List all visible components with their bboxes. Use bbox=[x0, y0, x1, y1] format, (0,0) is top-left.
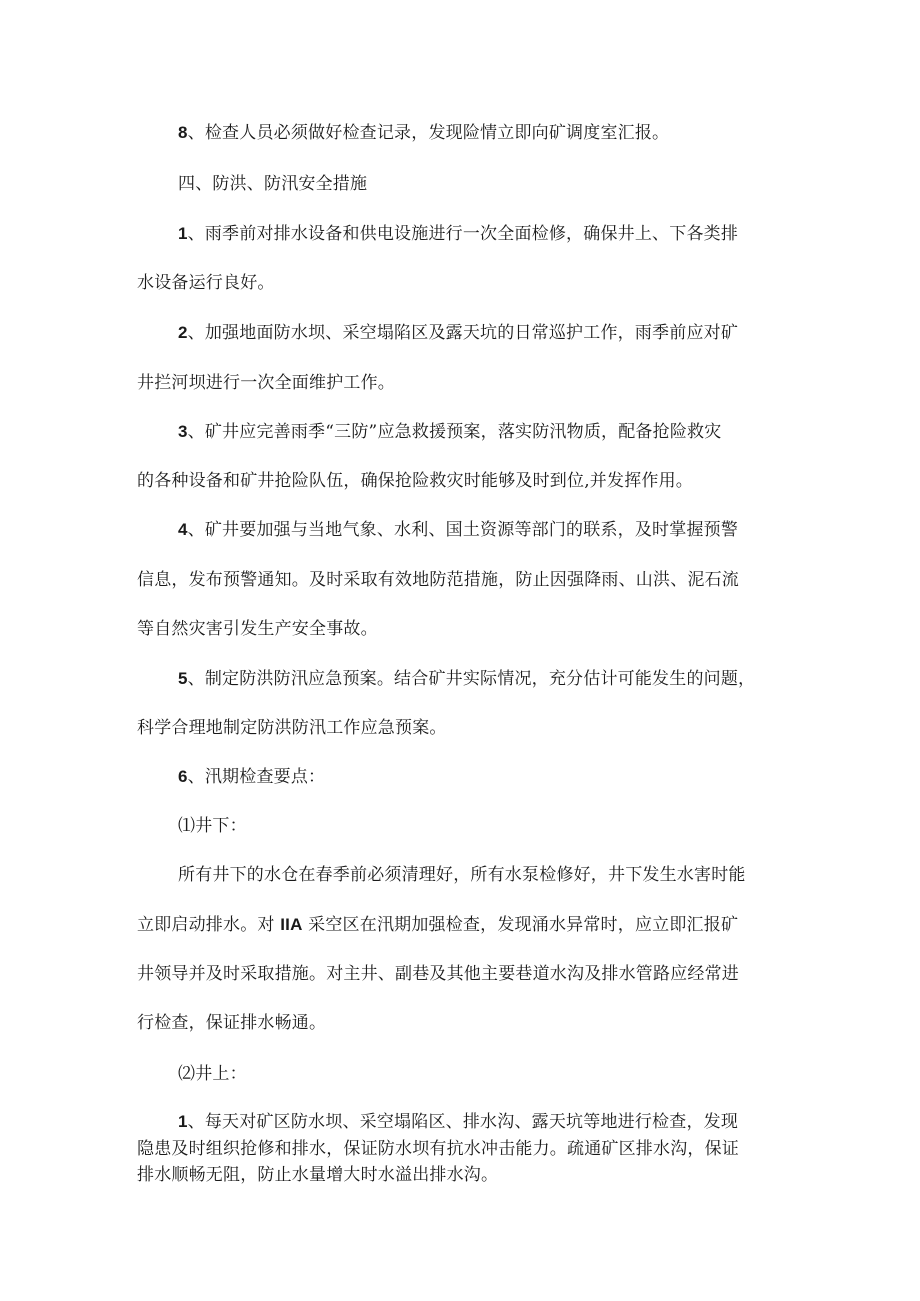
item-3 bbox=[178, 420, 721, 444]
item-number: 3 bbox=[178, 422, 188, 441]
item-text: 、每天对矿区防水坝、采空塌陷区、排水沟、露天坑等地进行检查，发现 bbox=[187, 1112, 739, 1132]
item-4-continued: 等自然灾害引发生产安全事故。 bbox=[137, 619, 378, 639]
surface-item-1-continued: 排水顺畅无阻，防止水量增大时水溢出排水沟。 bbox=[137, 1165, 499, 1185]
item-number: 1 bbox=[178, 224, 188, 243]
item-text: 、制定防洪防汛应急预案。结合矿井实际情况，充分估计可能发生的问题， bbox=[187, 669, 756, 689]
surface-item-1-continued: 隐患及时组织抢修和排水，保证防水坝有抗水冲击能力。疏通矿区排水沟，保证 bbox=[137, 1139, 739, 1159]
item-6 bbox=[178, 765, 325, 789]
item-text: 、雨季前对排水设备和供电设施进行一次全面检修，确保井上、下各类排 bbox=[187, 224, 739, 244]
item-text: 、矿井要加强与当地气象、水利、国土资源等部门的联系，及时掌握预警 bbox=[187, 520, 739, 540]
text-segment: 立即启动排水。对 bbox=[137, 915, 281, 935]
item-3-continued: 的各种设备和矿井抢险队伍，确保抢险救灾时能够及时到位,并发挥作用。 bbox=[137, 471, 694, 491]
item-number: 8 bbox=[178, 123, 188, 142]
item-number: 2 bbox=[178, 323, 188, 342]
item-number: 1 bbox=[178, 1112, 188, 1131]
section-heading: 四、防洪、防汛安全措施 bbox=[178, 174, 368, 194]
item-1 bbox=[178, 222, 738, 246]
sub-heading-underground: ⑴井下： bbox=[178, 816, 247, 836]
underground-paragraph-continued: 行检查，保证排水畅通。 bbox=[137, 1013, 327, 1033]
text-segment: 采空区在汛期加强检查，发现涌水异常时，应立即汇报矿 bbox=[302, 915, 739, 935]
item-2 bbox=[178, 321, 738, 345]
area-code: IIA bbox=[280, 915, 303, 934]
item-4-continued: 信息，发布预警通知。及时采取有效地防范措施，防止因强降雨、山洪、泥石流 bbox=[137, 570, 739, 590]
item-5-continued: 科学合理地制定防洪防汛工作应急预案。 bbox=[137, 718, 447, 738]
item-2-continued: 井拦河坝进行一次全面维护工作。 bbox=[137, 373, 395, 393]
item-number: 6 bbox=[178, 767, 188, 786]
underground-paragraph: 所有井下的水仓在春季前必须清理好，所有水泵检修好，井下发生水害时能 bbox=[178, 865, 746, 885]
item-5 bbox=[178, 667, 755, 691]
item-number: 4 bbox=[178, 520, 188, 539]
item-text: 、检查人员必须做好检查记录，发现险情立即向矿调度室汇报。 bbox=[187, 123, 670, 143]
surface-item-1 bbox=[178, 1110, 738, 1134]
item-1-continued: 水设备运行良好。 bbox=[137, 273, 275, 293]
item-number: 5 bbox=[178, 669, 188, 688]
item-text: 、加强地面防水坝、采空塌陷区及露天坑的日常巡护工作，雨季前应对矿 bbox=[187, 323, 739, 343]
sub-heading-surface: ⑵井上： bbox=[178, 1064, 247, 1084]
item-text: 、矿井应完善雨季“三防”应急救援预案，落实防汛物质，配备抢险救灾 bbox=[187, 422, 722, 442]
underground-paragraph-continued bbox=[137, 913, 738, 937]
item-8 bbox=[178, 121, 669, 145]
item-4 bbox=[178, 518, 738, 542]
underground-paragraph-continued: 井领导并及时采取措施。对主井、副巷及其他主要巷道水沟及排水管路应经常进 bbox=[137, 964, 739, 984]
item-text: 、汛期检查要点： bbox=[187, 767, 326, 787]
